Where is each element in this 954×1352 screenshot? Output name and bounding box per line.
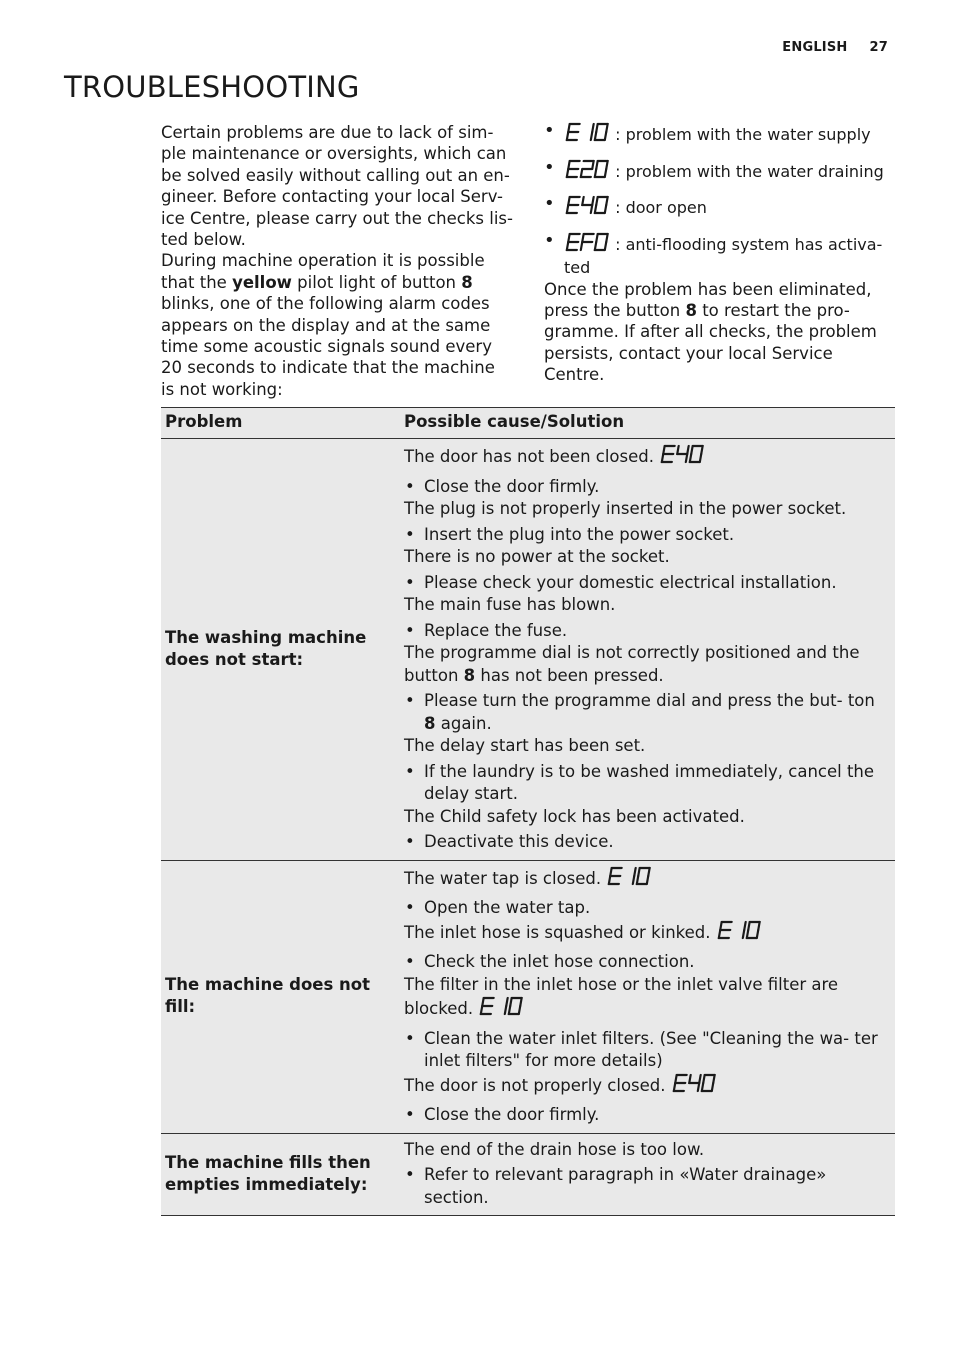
solution-item: • Close the door firmly. bbox=[404, 1104, 891, 1127]
display-code-icon bbox=[564, 122, 610, 148]
display-segment bbox=[592, 124, 593, 132]
cause-text: The water tap is closed. bbox=[404, 866, 891, 895]
display-segment bbox=[639, 868, 640, 876]
display-segment bbox=[702, 1083, 703, 1091]
alarm-code-list bbox=[544, 122, 896, 277]
display-segment bbox=[567, 205, 568, 213]
yellow-word: yellow bbox=[232, 272, 292, 292]
display-segment bbox=[712, 1083, 713, 1091]
display-segment bbox=[686, 454, 687, 462]
display-segment bbox=[591, 205, 592, 213]
display-segment bbox=[691, 446, 692, 454]
display-segment bbox=[748, 922, 749, 930]
solution-cell bbox=[400, 1133, 895, 1216]
solution-item: • Insert the plug into the power socket. bbox=[404, 524, 891, 547]
display-segment bbox=[635, 868, 636, 876]
display-segment bbox=[596, 234, 597, 242]
display-code-icon bbox=[659, 444, 705, 473]
cause-text: The programme dial is not correctly positioned and the button 8 has not been pressed. bbox=[404, 643, 860, 685]
solution-cell bbox=[400, 439, 895, 861]
cause-text: The Child safety lock has been activated. bbox=[404, 806, 745, 826]
display-code-glyph bbox=[606, 866, 652, 888]
problem-cell: The washing machine does not start: bbox=[161, 439, 400, 861]
page-number: 27 bbox=[869, 40, 888, 55]
after-codes-text: Once the problem has been eliminated, press the button 8 to restart the pro- gramme. If after all checks, the problem persists, contact your local Service Centre. bbox=[544, 279, 877, 385]
display-segment bbox=[720, 922, 721, 930]
table-row bbox=[161, 439, 895, 861]
display-segment bbox=[592, 197, 593, 205]
display-segment bbox=[637, 876, 638, 884]
display-segment bbox=[701, 446, 702, 454]
display-code-icon bbox=[564, 232, 610, 258]
display-segment bbox=[747, 930, 748, 938]
alarm-code-item: • : anti-flooding system has activa- ted bbox=[544, 232, 896, 277]
display-code-glyph bbox=[564, 159, 610, 181]
display-segment bbox=[592, 161, 593, 169]
cause-text: The door is not properly closed. bbox=[404, 1073, 891, 1102]
cause-text: The door has not been closed. bbox=[404, 444, 891, 473]
alarm-code-item: • : door open bbox=[544, 195, 896, 221]
column-header-problem: Problem bbox=[161, 408, 400, 439]
display-segment bbox=[519, 1006, 520, 1014]
display-code-glyph bbox=[564, 122, 610, 144]
display-segment bbox=[568, 124, 569, 132]
display-segment bbox=[719, 930, 720, 938]
table-row bbox=[161, 860, 895, 1133]
display-segment bbox=[505, 1006, 506, 1014]
display-segment bbox=[757, 930, 758, 938]
display-code-icon bbox=[478, 996, 524, 1025]
display-segment bbox=[595, 132, 596, 140]
display-segment bbox=[699, 1075, 700, 1083]
display-segment bbox=[758, 922, 759, 930]
display-code-glyph bbox=[564, 232, 610, 254]
display-segment bbox=[567, 242, 568, 250]
cause-text: The delay start has been set. bbox=[404, 736, 646, 755]
solution-item: • Please check your domestic electrical installation. bbox=[404, 572, 891, 595]
display-code-glyph bbox=[671, 1073, 717, 1095]
display-segment bbox=[689, 1075, 690, 1083]
display-code-glyph bbox=[659, 444, 705, 466]
cause-text: The main fuse has blown. bbox=[404, 595, 616, 614]
solution-item: • Deactivate this device. bbox=[404, 831, 891, 854]
display-segment bbox=[591, 132, 592, 140]
display-segment bbox=[596, 161, 597, 169]
display-segment bbox=[595, 242, 596, 250]
display-segment bbox=[568, 234, 569, 242]
cause-text: The plug is not properly inserted in the power socket. bbox=[404, 499, 847, 518]
alarm-code-item: • : problem with the water draining bbox=[544, 159, 896, 185]
page-header bbox=[760, 40, 888, 55]
alarm-code-item: • : problem with the water supply bbox=[544, 122, 896, 148]
solution-item: • If the laundry is to be washed immediately, cancel the delay start. bbox=[404, 761, 891, 806]
display-segment bbox=[690, 454, 691, 462]
alarm-codes-column bbox=[544, 122, 896, 386]
display-segment bbox=[511, 998, 512, 1006]
solution-cell bbox=[400, 860, 895, 1133]
display-code-icon bbox=[606, 866, 652, 895]
solution-item: • Replace the fuse. bbox=[404, 620, 891, 643]
problem-cell: The machine fills then empties immediately: bbox=[161, 1133, 400, 1216]
intro-paragraph-1: Certain problems are due to lack of sim- ple maintenance or oversights, which can be solved easily without calling out an en- gineer. Before contacting your local Serv- ice Centre, please carry out the checks lis- ted below. bbox=[161, 123, 513, 250]
display-code-icon bbox=[671, 1073, 717, 1102]
display-segment bbox=[713, 1075, 714, 1083]
page-title: TROUBLESHOOTING bbox=[64, 70, 360, 104]
display-segment bbox=[609, 876, 610, 884]
display-segment bbox=[567, 169, 568, 177]
solution-item: • Please turn the programme dial and press the but- ton 8 again. bbox=[404, 690, 891, 735]
display-segment bbox=[649, 868, 650, 876]
display-segment bbox=[700, 454, 701, 462]
solution-item: • Close the door firmly. bbox=[404, 476, 891, 499]
language-label: ENGLISH bbox=[782, 40, 848, 55]
display-segment bbox=[595, 205, 596, 213]
cause-text: The filter in the inlet hose or the inlet valve filter are blocked. bbox=[404, 974, 891, 1025]
display-segment bbox=[743, 930, 744, 938]
button-number: 8 bbox=[461, 272, 473, 292]
display-segment bbox=[674, 1083, 675, 1091]
display-segment bbox=[595, 169, 596, 177]
display-segment bbox=[581, 169, 582, 177]
display-segment bbox=[568, 161, 569, 169]
table-header-row bbox=[161, 408, 895, 439]
cause-text: The end of the drain hose is too low. bbox=[404, 1139, 705, 1159]
display-segment bbox=[582, 234, 583, 242]
display-segment bbox=[567, 132, 568, 140]
display-segment bbox=[582, 197, 583, 205]
display-segment bbox=[507, 998, 508, 1006]
display-code-icon bbox=[716, 920, 762, 949]
display-code-glyph bbox=[478, 996, 524, 1018]
table-row bbox=[161, 1133, 895, 1216]
display-code-icon bbox=[564, 195, 610, 221]
display-segment bbox=[698, 1083, 699, 1091]
display-segment bbox=[675, 1075, 676, 1083]
solution-item: • Check the inlet hose connection. bbox=[404, 951, 891, 974]
display-segment bbox=[744, 922, 745, 930]
display-segment bbox=[509, 1006, 510, 1014]
column-header-solution: Possible cause/Solution bbox=[400, 408, 895, 439]
display-segment bbox=[663, 446, 664, 454]
cause-text: There is no power at the socket. bbox=[404, 547, 670, 566]
display-segment bbox=[662, 454, 663, 462]
display-segment bbox=[605, 169, 606, 177]
display-segment bbox=[677, 446, 678, 454]
intro-text bbox=[161, 122, 513, 400]
display-segment bbox=[611, 868, 612, 876]
display-segment bbox=[606, 234, 607, 242]
solution-item: • Open the water tap. bbox=[404, 897, 891, 920]
solution-item: • Refer to relevant paragraph in «Water drainage» section. bbox=[404, 1164, 891, 1209]
problem-cell: The machine does not fill: bbox=[161, 860, 400, 1133]
display-segment bbox=[483, 998, 484, 1006]
display-segment bbox=[521, 998, 522, 1006]
display-segment bbox=[605, 205, 606, 213]
display-segment bbox=[606, 161, 607, 169]
display-segment bbox=[687, 446, 688, 454]
display-segment bbox=[606, 197, 607, 205]
display-segment bbox=[568, 197, 569, 205]
display-code-glyph bbox=[716, 920, 762, 942]
display-segment bbox=[596, 124, 597, 132]
display-segment bbox=[605, 242, 606, 250]
intro-paragraph-2: During machine operation it is possible that the yellow pilot light of button 8 blinks, one of the following alarm codes appears on the display and at the same time some acoustic signals sound every 20 seconds to indicate that the machine is not working: bbox=[161, 251, 495, 399]
display-segment bbox=[633, 876, 634, 884]
display-segment bbox=[605, 132, 606, 140]
display-code-icon bbox=[564, 159, 610, 185]
display-segment bbox=[703, 1075, 704, 1083]
troubleshooting-table bbox=[161, 407, 895, 1216]
display-segment bbox=[596, 197, 597, 205]
solution-item: • Clean the water inlet filters. (See "Cleaning the wa- ter inlet filters" for more details) bbox=[404, 1028, 891, 1073]
display-segment bbox=[606, 124, 607, 132]
display-segment bbox=[581, 242, 582, 250]
cause-text: The inlet hose is squashed or kinked. bbox=[404, 920, 891, 949]
display-segment bbox=[647, 876, 648, 884]
display-code-glyph bbox=[564, 195, 610, 217]
display-segment bbox=[481, 1006, 482, 1014]
